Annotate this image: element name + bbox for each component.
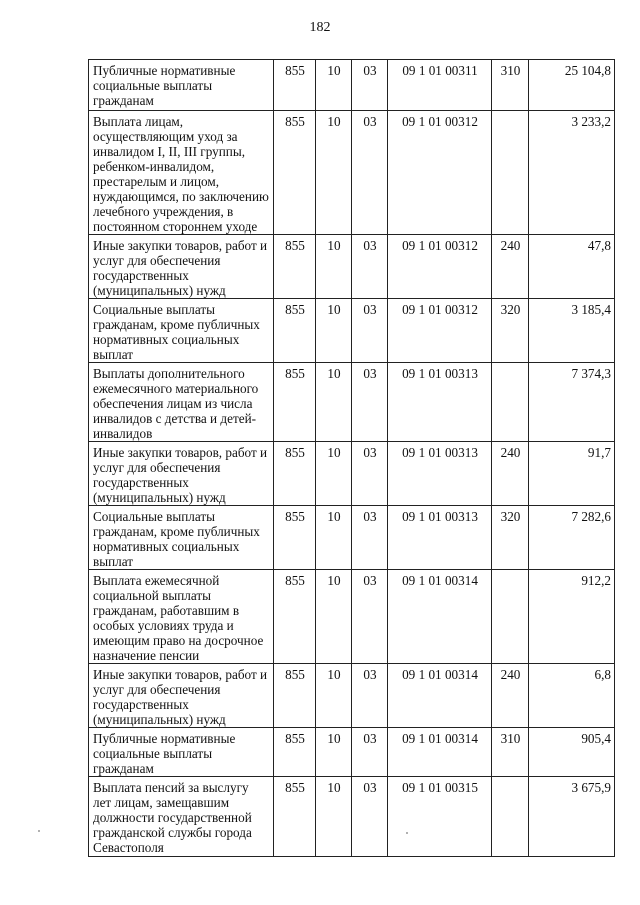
expense-type-cell: 320	[492, 299, 529, 363]
table-row	[89, 570, 615, 664]
target-article-cell: 09 1 01 00311	[388, 60, 492, 111]
expense-type-cell: 240	[492, 235, 529, 299]
table-row	[89, 777, 615, 857]
table-row	[89, 506, 615, 570]
ministry-code-cell: 855	[274, 60, 316, 111]
ministry-code-cell: 855	[274, 777, 316, 857]
ministry-code-cell: 855	[274, 728, 316, 777]
amount-cell: 25 104,8	[529, 60, 615, 111]
section-code-cell: 10	[316, 235, 352, 299]
target-article-cell: 09 1 01 00313	[388, 506, 492, 570]
section-code-cell: 10	[316, 728, 352, 777]
row-name-cell: Иные закупки товаров, работ и услуг для обеспечения государственных (муниципальных) нужд	[89, 442, 274, 506]
target-article-cell: 09 1 01 00313	[388, 442, 492, 506]
row-name-cell: Выплаты дополнительного ежемесячного материального обеспечения лицам из числа инвалидов с детства и детей-инвалидов	[89, 363, 274, 442]
row-name-cell: Выплата лицам, осуществляющим уход за инвалидом I, II, III группы, ребенком-инвалидом, престарелым и лицом, нуждающимся, по заключению лечебного учреждения, в постоянном стороннем уходе	[89, 111, 274, 235]
ministry-code-cell: 855	[274, 570, 316, 664]
section-code-cell: 10	[316, 777, 352, 857]
target-article-cell: 09 1 01 00315	[388, 777, 492, 857]
row-name-cell: Публичные нормативные социальные выплаты гражданам	[89, 728, 274, 777]
ministry-code-cell: 855	[274, 235, 316, 299]
table-row	[89, 111, 615, 235]
ministry-code-cell: 855	[274, 363, 316, 442]
amount-cell: 47,8	[529, 235, 615, 299]
subsection-code-cell: 03	[352, 777, 388, 857]
subsection-code-cell: 03	[352, 235, 388, 299]
expense-type-cell	[492, 777, 529, 857]
amount-cell: 3 233,2	[529, 111, 615, 235]
target-article-cell: 09 1 01 00313	[388, 363, 492, 442]
ministry-code-cell: 855	[274, 442, 316, 506]
expense-type-cell	[492, 363, 529, 442]
subsection-code-cell: 03	[352, 664, 388, 728]
expense-type-cell: 240	[492, 442, 529, 506]
table-row	[89, 235, 615, 299]
expense-type-cell	[492, 111, 529, 235]
table-row	[89, 299, 615, 363]
expense-type-cell: 310	[492, 60, 529, 111]
table-row	[89, 664, 615, 728]
section-code-cell: 10	[316, 299, 352, 363]
row-name-cell: Иные закупки товаров, работ и услуг для обеспечения государственных (муниципальных) нужд	[89, 664, 274, 728]
table-row	[89, 728, 615, 777]
table-row	[89, 363, 615, 442]
amount-cell: 912,2	[529, 570, 615, 664]
subsection-code-cell: 03	[352, 299, 388, 363]
section-code-cell: 10	[316, 363, 352, 442]
section-code-cell: 10	[316, 664, 352, 728]
ministry-code-cell: 855	[274, 299, 316, 363]
row-name-cell: Выплата ежемесячной социальной выплаты гражданам, работавшим в особых условиях труда и имеющим право на досрочное назначение пенсии	[89, 570, 274, 664]
ministry-code-cell: 855	[274, 506, 316, 570]
subsection-code-cell: 03	[352, 570, 388, 664]
target-article-cell: 09 1 01 00314	[388, 570, 492, 664]
row-name-cell: Выплата пенсий за выслугу лет лицам, замещавшим должности государственной гражданской службы города Севастополя	[89, 777, 274, 857]
target-article-cell: 09 1 01 00312	[388, 235, 492, 299]
target-article-cell: 09 1 01 00314	[388, 728, 492, 777]
target-article-cell: 09 1 01 00312	[388, 299, 492, 363]
amount-cell: 905,4	[529, 728, 615, 777]
scan-speck	[406, 832, 408, 834]
target-article-cell: 09 1 01 00312	[388, 111, 492, 235]
section-code-cell: 10	[316, 442, 352, 506]
page-number: 182	[309, 20, 331, 35]
amount-cell: 6,8	[529, 664, 615, 728]
section-code-cell: 10	[316, 506, 352, 570]
expense-type-cell: 240	[492, 664, 529, 728]
expense-type-cell: 310	[492, 728, 529, 777]
subsection-code-cell: 03	[352, 506, 388, 570]
expense-type-cell	[492, 570, 529, 664]
row-name-cell: Иные закупки товаров, работ и услуг для обеспечения государственных (муниципальных) нужд	[89, 235, 274, 299]
row-name-cell: Социальные выплаты гражданам, кроме публичных нормативных социальных выплат	[89, 299, 274, 363]
expense-type-cell: 320	[492, 506, 529, 570]
section-code-cell: 10	[316, 570, 352, 664]
amount-cell: 3 675,9	[529, 777, 615, 857]
amount-cell: 3 185,4	[529, 299, 615, 363]
subsection-code-cell: 03	[352, 442, 388, 506]
target-article-cell: 09 1 01 00314	[388, 664, 492, 728]
subsection-code-cell: 03	[352, 111, 388, 235]
scan-speck	[38, 830, 40, 832]
row-name-cell: Публичные нормативные социальные выплаты гражданам	[89, 60, 274, 111]
amount-cell: 7 374,3	[529, 363, 615, 442]
subsection-code-cell: 03	[352, 60, 388, 111]
table-row	[89, 442, 615, 506]
amount-cell: 7 282,6	[529, 506, 615, 570]
amount-cell: 91,7	[529, 442, 615, 506]
subsection-code-cell: 03	[352, 363, 388, 442]
section-code-cell: 10	[316, 60, 352, 111]
section-code-cell: 10	[316, 111, 352, 235]
table-row	[89, 60, 615, 111]
ministry-code-cell: 855	[274, 664, 316, 728]
ministry-code-cell: 855	[274, 111, 316, 235]
budget-table	[88, 59, 615, 857]
row-name-cell: Социальные выплаты гражданам, кроме публичных нормативных социальных выплат	[89, 506, 274, 570]
subsection-code-cell: 03	[352, 728, 388, 777]
